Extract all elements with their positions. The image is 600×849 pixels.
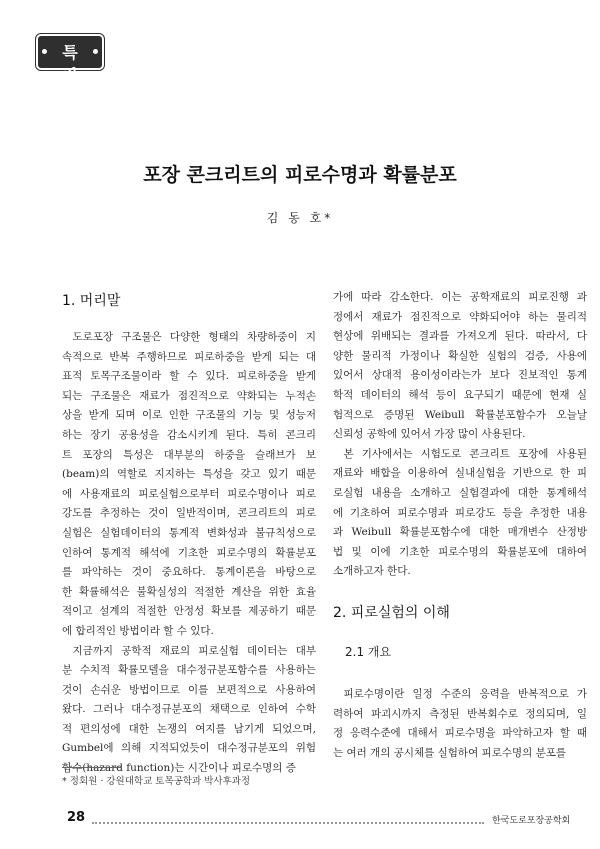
text-line: 실험은 실험데이터의 통계적 변화성과 불규칙성으로 — [62, 526, 316, 539]
section-1-right-column — [333, 288, 587, 582]
author-footnote: * 정회원 · 강원대학교 토목공학과 박사후과정 — [62, 776, 251, 787]
text-line: 신뢰성 공학에 있어서 가장 많이 사용된다. — [333, 428, 526, 441]
text-line: 속적으로 반복 주행하므로 피로하중을 받게 되는 대 — [62, 350, 316, 363]
text-line: 소개하고자 한다. — [333, 565, 411, 578]
text-line: 현상에 위배되는 결과를 가져오게 된다. 따라서, 다 — [333, 330, 587, 343]
text-line: 에 사용재료의 피로실험으로부터 피로수명이나 피로 — [62, 487, 316, 500]
text-line: 는 여러 개의 공시체를 실험하여 피로수명의 분포를 — [333, 746, 567, 759]
text-line: 되는 구조물은 재료가 점진적으로 약화되는 누적손 — [62, 389, 316, 402]
text-line: 상을 받게 되며 이로 인한 구조물의 기능 및 성능저 — [62, 409, 316, 422]
text-line: 로실험 내용을 소개하고 실험결과에 대한 통계해석 — [333, 486, 587, 499]
article-author: 김 동 호* — [266, 211, 334, 225]
text-line: 왔다. 그러나 대수정규분포의 채택으로 인하여 수학 — [62, 703, 316, 716]
text-line: 적이고 설계의 적절한 안정성 확보를 제공하기 때문 — [62, 605, 316, 618]
text-line: 지금까지 공학적 재료의 피로실험 데이터는 대부 — [72, 644, 316, 657]
text-line: 정에서 재료가 점진적으로 약화되어야 하는 물리적 — [333, 310, 587, 323]
section-2-1-heading: 2.1 개요 — [345, 645, 392, 659]
footnote-rule — [62, 767, 122, 768]
text-line: 과 Weibull 확률분포함수에 대한 매개변수 산정방 — [333, 526, 587, 539]
text-line: 학적 데이터의 해석 등이 요구되기 때문에 현재 실 — [333, 388, 587, 401]
text-line: 도로포장 구조물은 다양한 형태의 차량하중이 지 — [72, 331, 316, 343]
footer-divider — [92, 822, 484, 824]
section-1-left-column — [62, 328, 316, 779]
text-line: 하는 장기 공용성을 감소시키게 된다. 특히 콘크리 — [62, 428, 316, 441]
text-line: 인하여 통계적 해석에 기초한 피로수명의 확률분포 — [62, 546, 316, 559]
text-line: 를 파악하는 것이 중요하다. 통계이론을 바탕으로 — [62, 566, 316, 579]
article-title: 포장 콘크리트의 피로수명과 확률분포 — [143, 164, 457, 186]
section-1-heading: 1. 머리말 — [62, 293, 121, 309]
text-line: Gumbel에 의해 지적되었듯이 대수정규분포의 위험 — [62, 742, 316, 755]
text-line: 것이 손쉬운 방법이므로 이를 보편적으로 사용하여 — [62, 683, 316, 696]
text-line: 양한 물리적 가정이나 확실한 실험의 검증, 사용에 — [333, 349, 587, 362]
section-tag-label: 특 집 — [62, 43, 86, 85]
tag-dot-right — [93, 49, 98, 54]
text-line: 가에 따라 감소한다. 이는 공학재료의 피로진행 과 — [333, 291, 587, 303]
text-line: 재료와 배합을 이용하여 실내실험을 기반으로 한 피 — [333, 467, 587, 480]
section-2-1-body — [333, 685, 587, 763]
text-line: (beam)의 역할로 지지하는 특성을 갖고 있기 때문 — [62, 468, 316, 481]
section-2-heading: 2. 피로실험의 이해 — [333, 605, 450, 621]
text-line: 적 편의성에 대한 논쟁의 여지를 남기게 되었으며, — [62, 722, 316, 735]
text-line: 트 포장의 특성은 대부분의 하중을 슬래브가 보 — [62, 448, 316, 461]
text-line: 피로수명이란 일정 수준의 응력을 반복적으로 가 — [343, 688, 587, 700]
text-line: 정 응력수준에 대해서 피로수명을 파악하고자 할 때 — [333, 727, 587, 740]
text-line: 본 기사에서는 시험도로 콘크리트 포장에 사용된 — [343, 447, 587, 460]
text-line: 에 합리적인 방법이라 할 수 있다. — [62, 624, 214, 637]
text-line: 강도를 추정하는 것이 일반적이며, 콘크리트의 피로 — [62, 507, 316, 520]
text-line: 험적으로 증명된 Weibull 확률분포함수가 오늘날 — [333, 408, 587, 421]
text-line: 한 확률해석은 불확실성의 적절한 계산을 위한 효율 — [62, 585, 316, 598]
journal-name: 한국도로포장공학회 — [492, 816, 571, 826]
page-number: 28 — [67, 810, 86, 825]
text-line: 법 및 이에 기초한 피로수명의 확률분포에 대하여 — [333, 545, 587, 558]
text-line: 함수(hazard function)는 시간이나 피로수명의 증 — [62, 762, 296, 775]
section-tag — [38, 36, 102, 85]
text-line: 분 수치적 확률모델을 대수정규분포함수를 사용하는 — [62, 664, 316, 677]
text-line: 력하여 파괴시까지 측정된 반복회수로 정의되며, 일 — [333, 707, 587, 720]
text-line: 에 기초하여 피로수명과 피로강도 등을 추정한 내용 — [333, 506, 587, 519]
text-line: 있어서 상대적 용이성이라는가 보다 진보적인 통계 — [333, 369, 587, 382]
text-line: 표적 토목구조물이라 할 수 있다. 피로하중을 받게 — [62, 370, 316, 383]
